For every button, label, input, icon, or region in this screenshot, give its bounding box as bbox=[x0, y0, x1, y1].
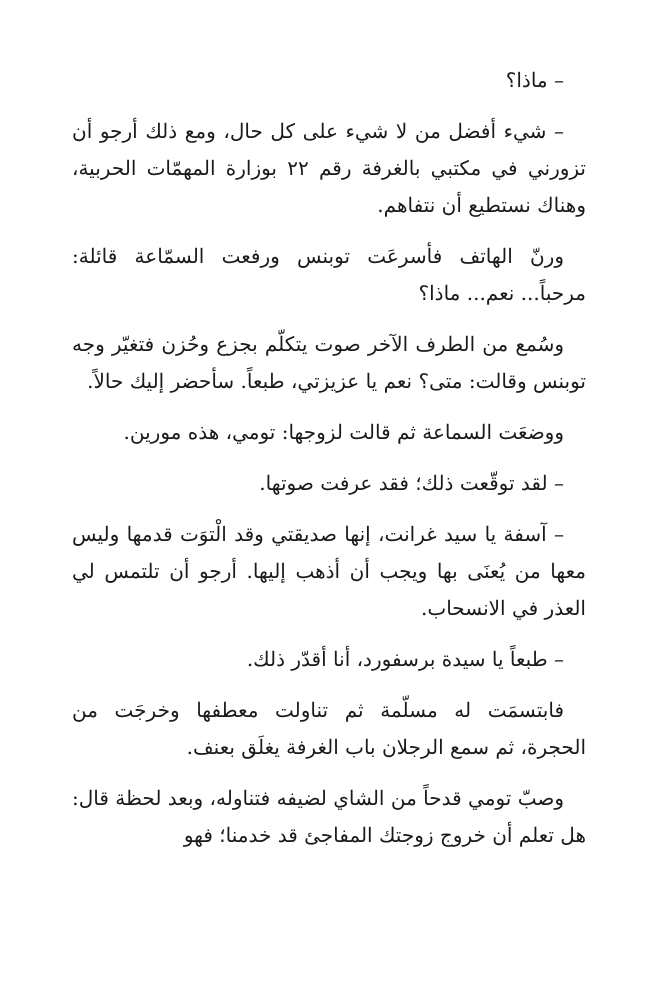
paragraph: – آسفة يا سيد غرانت، إنها صديقتي وقد الْتوَت قدمها وليس معها من يُعنَى بها ويجب أن أذهب إليها. أرجو أن تلتمس لي العذر في الانسحاب. bbox=[72, 522, 586, 620]
paragraph: – لقد توقّعت ذلك؛ فقد عرفت صوتها. bbox=[259, 471, 564, 495]
paragraph: وسُمع من الطرف الآخر صوت يتكلّم بجزع وحُزن فتغيّر وجه توبنس وقالت: متى؟ نعم يا عزيزتي، طبعاً. سأحضر إليك حالاً. bbox=[72, 332, 586, 393]
paragraph: – شيء أفضل من لا شيء على كل حال، ومع ذلك أرجو أن تزورني في مكتبي بالغرفة رقم ٢٢ بوزارة المهمّات الحربية، وهناك نستطيع أن نتفاهم. bbox=[72, 119, 586, 217]
paragraph: فابتسمَت له مسلّمة ثم تناولت معطفها وخرجَت من الحجرة، ثم سمع الرجلان باب الغرفة يغلَق بعنف. bbox=[72, 698, 586, 759]
book-page bbox=[72, 62, 586, 868]
paragraph: وصبّ تومي قدحاً من الشاي لضيفه فتناوله، وبعد لحظة قال: هل تعلم أن خروج زوجتك المفاجئ قد خدمنا؛ فهو bbox=[72, 786, 586, 847]
paragraph: ووضعَت السماعة ثم قالت لزوجها: تومي، هذه مورين. bbox=[123, 420, 564, 444]
paragraph: – ماذا؟ bbox=[505, 68, 564, 92]
paragraph: – طبعاً يا سيدة برسفورد، أنا أقدّر ذلك. bbox=[246, 647, 564, 671]
paragraph: ورنّ الهاتف فأسرعَت توبنس ورفعت السمّاعة قائلة: مرحباً... نعم... ماذا؟ bbox=[72, 244, 586, 305]
